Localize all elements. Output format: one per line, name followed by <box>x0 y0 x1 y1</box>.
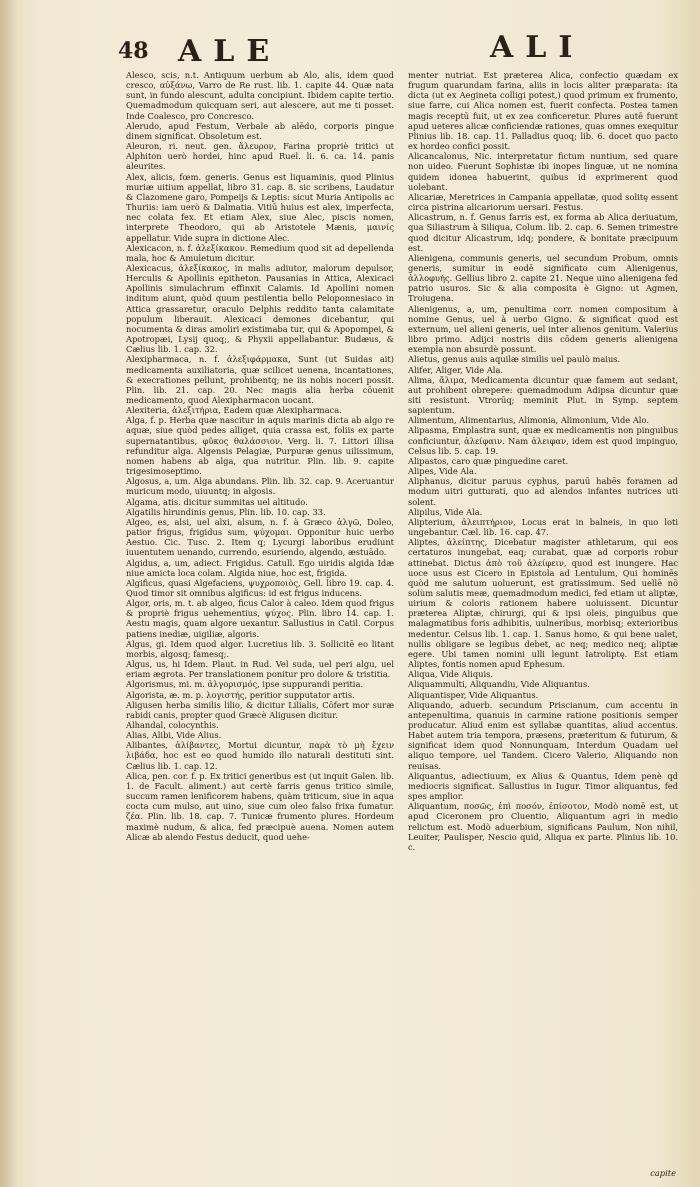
entry-text: Alimentum, Alimentarius, Alimonia, Alimonium, Vide Alo. <box>408 415 649 426</box>
dictionary-entry <box>408 70 678 151</box>
entry-text: Algificus, quasi Algefaciens, ψυχροποιὸς, Gell. libro 19. cap. 4. Quod timor sit omnibus algificus: id est frigus inducens. <box>126 577 394 598</box>
entry-text: Algor, oris, m. t. ab algeo, ficus Calor à caleo. Idem quod frigus & propriè frigus uehementius, ψύχος. Plin. libro 14. cap. 1. Aestu magis, quam algore uexantur. Sallustius in Catil. Corpus patiens inediæ, uigiliæ, algoris. <box>126 598 394 639</box>
entry-text: Algama, atis. dicitur summitas uel altitudo. <box>126 496 308 507</box>
dictionary-entry <box>126 700 394 720</box>
dictionary-entry <box>126 415 394 476</box>
entry-text: Alifer, Aliger, Vide Ala. <box>408 364 504 375</box>
entry-text: Alipastos, caro quæ pinguedine caret. <box>408 455 569 466</box>
dictionary-entry <box>408 354 678 364</box>
entry-text: Alerudo, apud Festum, Verbale ab alēdo, corporis pingue dinem significat. Obsoletum est. <box>126 120 394 141</box>
entry-text: Algorismus, mi. m. ἀλγορισμός, ipse suppurandi peritia. <box>126 679 364 690</box>
dictionary-entry <box>126 598 394 639</box>
entry-text: Alicancalonus, Nic. interpretatur fictum nuntium, sed quare non uideo. Fuerunt Sophistæ ibi inopes linguæ, ut ne nomina quidem idonea habuerint, quibus id exprimerent quod uolebant. <box>408 151 678 192</box>
dictionary-entry <box>126 771 394 842</box>
dictionary-entry <box>126 354 394 405</box>
dictionary-entry <box>408 375 678 416</box>
entry-text: Alicariæ, Meretrices in Campania appellatæ, quod solitę essent circa pistrina alicariorum uersari. Festus. <box>408 191 678 213</box>
entry-text: Aliquantus, adiectiuum, ex Alius & Quantus, Idem penè qd mediocris significat. Sallustius in Iugur. Timor aliquantus, fed spes amplior. <box>408 770 678 802</box>
dictionary-entry <box>126 578 394 598</box>
entry-text: Alima, ἄλιμα, Medicamenta dicuntur quæ famem aut sedant, aut prohibent obrepere: quemadmodum Adipsa dicuntur quæ siti resistunt. Vtrorūq; meminit Plut. in Symp. septem sapientum. <box>408 374 678 416</box>
dictionary-entry <box>126 476 394 496</box>
entry-text: Algidus, a, um, adiect. Frigidus. Catull. Ego uiridis algida Idæ niue amicta loca colam. Algida niue, hoc est, frigida. <box>126 557 394 578</box>
dictionary-entry <box>126 517 394 558</box>
dictionary-entry <box>408 537 678 669</box>
dictionary-entry <box>408 801 678 852</box>
dictionary-entry <box>408 507 678 517</box>
dictionary-entry <box>126 263 394 354</box>
entry-text: Alipterium, ἀλειπτήριον, Locus erat in balneis, in quo loti ungebantur. Cæl. lib. 16. cap. 47. <box>408 516 678 538</box>
dictionary-entry <box>126 690 394 700</box>
dictionary-entry <box>126 720 394 730</box>
entry-text: Alexicacus, ἀλεξίκακος, in malis adiutor, malorum depulsor, Herculis & Apollinis epitheton. Pausanias in Attica, Alexicaci Apollinis simulachrum effinxit Calamis. Id Apollini nomen inditum aiunt, quòd quum pestilentia bello Peloponnesiaco in Attica grassaretur, oraculo Delphis reddito tanta calamitate populum liberauit. Alexicaci demones dicebantur, qui nocumenta & diras amoliri existimaba tur, qui & Apopompei, & Apotropæi, Lysij quoq;, & Phyxii appellabantur. Budæus, & Cælius lib. 1. cap. 32. <box>126 262 394 355</box>
dictionary-entry <box>126 679 394 689</box>
dictionary-entry <box>408 456 678 466</box>
entry-text: Alias, Alibi, Vide Alius. <box>126 730 222 741</box>
entry-text: Aliqua, Vide Aliquis. <box>408 669 494 680</box>
entry-text: Aliptes, ἀλείπτης, Dicebatur magister athletarum, qui eos certaturos inungebat, eaq; curabat, quæ ad corporis robur attinebat. Dictus ἀπὸ τοῦ ἀλείφειν, quod est inungere. Hac uoce usus est Cicero in Epistola ad Lentulum, Qui hominēs quòd me salutum uoluerunt, est gratissimum. Sed uellē nō solùm salutis meæ, quemadmodum medici, fed etiam ut aliptæ, uirium & coloris rationem habere uoluissent. Dicuntur præterea Aliptæ, chirurgi, qui & ipsi oleis, pinguibus que malagmatibus foris adhibitis, uulneribus, morbisq; exterioribus medentur. Celsus lib. 1. cap. 1. Sanus homo, & qui bene ualet, nullis obligare se legibus debet, ac neq; medico neq; aliptæ egere. Ubi tamen nomini ulli legunt Iatroliptę. Est etiam Aliptes, fontis nomen apud Ephesum. <box>408 537 678 670</box>
dictionary-entry <box>126 740 394 770</box>
running-head-right: ALI <box>490 30 585 65</box>
dictionary-entry <box>126 507 394 517</box>
entry-text: Alga, f. p. Herba quæ nascitur in aquis marinis dicta ab algo re aquæ, siue quòd pedes alliget, quia crassa est, foliis ex parte supernatantibus, φῦκος θαλάσσιον. Verg. li. 7. Littori illisa refunditur alga. Algensis Pelagiæ, Purpuræ genus uilissimum, nomen habens ab alga, qua nutritur. Plin. lib. 9. capite trigesimoseptimo. <box>126 415 394 477</box>
dictionary-entry <box>126 141 394 171</box>
entry-text: Aliquantum, ποσῶς, ἐπὶ ποσόν, ἐπίσοτον, Modò nomē est, ut apud Ciceronem pro Cluentio, Aliquantum agri in medio relictum est. Modò aduerbium, significans Paulum, Non nihil, Leuiter, Paulisper, Nescio quid, Aliqua ex parte. Plinius lib. 10. c. <box>408 801 678 852</box>
entry-text: Alienigenus, a, um, penultima corr. nomen compositum à nomine Genus, uel à uerbo Gigno. & significat quod est externum, uel alieni generis, uel inter alienos genitum. Valerius libro primo. Adijci nostris diis cōdem generis alienigena exempla non absurdè possunt. <box>408 303 678 355</box>
dictionary-entry <box>408 192 678 212</box>
entry-text: Alipilus, Vide Ala. <box>408 506 483 517</box>
dictionary-entry <box>126 405 394 415</box>
dictionary-entry <box>126 558 394 578</box>
dictionary-entry <box>408 365 678 375</box>
dictionary-entry <box>408 415 678 425</box>
entry-text: Alicastrum, n. f. Genus farris est, ex forma ab Alica deriuatum, qua Siliastrum à Siliqua, Colum. lib. 2. cap. 6. Semen trimestre quod dicitur Alicastrum, idq; pondere, & bonitate præcipuum est. <box>408 212 678 253</box>
dictionary-entry <box>408 466 678 476</box>
entry-text: Alica, pen. cor. f. p. Ex tritici generibus est (ut inquit Galen. lib. 1. de Facult. aliment.) aut certè farris genus tritico simile, succum ramen lenificorem habens, quàm triticum, siue in aqua cocta cum mulso, aut uino, siue cum oleo falso frixa fumatur. ζέα. Plin. lib. 18. cap. 7. Tunicæ frumento plures. Hordeum maximè nudum, & alica, fed præcipuè auena. Nomen autem Alicæ ab alendo Festus deducit, quod uehe- <box>126 770 394 842</box>
dictionary-entry <box>408 517 678 537</box>
dictionary-entry <box>408 476 678 506</box>
running-head-left: ALE <box>178 34 282 69</box>
entry-text: Alipes, Vide Ala. <box>408 466 477 477</box>
dictionary-entry <box>408 700 678 771</box>
entry-text: Algus, gi. Idem quod algor. Lucretius lib. 3. Sollicitē eo litant morbis, algosq; famesq;. <box>126 638 394 659</box>
entry-text: Alex, alicis, fœm. generis. Genus est liquaminis, quod Plinius muriæ uitium appellat, libro 31. cap. 8. sic scribens, Laudatur & Clazomene garo, Pompeijs & Leptis: sicut Muria Antipolis ac Thuriis: iam uerò & Dalmatia. Vitiū huius est alex, imperfecta, nec colata fex. Et etiam Alex, siue Alec, piscis nomen, interprete Theodoro, qui ab Aristotele Mænis, μαινίς appellatur. Vide supra in dictione Alec. <box>126 171 394 243</box>
dictionary-entry <box>126 243 394 263</box>
dictionary-entry <box>126 730 394 740</box>
entry-text: Alienigena, communis generis, uel secundum Probum, omnis generis, sumitur in eodē significato cum Alienigenus, ἀλλοφυής. Gellius libro 2. capite 21. Neque uino alienigena fed patrio usuros. Sic & alia composita è Gigno: ut Agmen, Troiugena. <box>408 252 678 304</box>
entry-text: Aliquammulti, Aliquandiu, Vide Aliquantus. <box>408 679 590 690</box>
entry-text: Alexipharmaca, n. f. ἀλεξιφάρμακα, Sunt (ut Suidas ait) medicamenta auxiliatoria, quæ scilicet uenena, incantationes, & execrationes pellunt, prohibentq; ne iis nobis noceri possit. Plin. lib. 21. cap. 20. Nec magis alia herba cōuenit medicamento, quod Alexipharmacon uocant. <box>126 354 394 405</box>
entry-text: Aliphanus, dicitur paruus cyphus, paruū habēs foramen ad modum uitri gutturati, quo ad alendos infantes nutrices uti solent. <box>408 476 678 507</box>
dictionary-entry <box>408 212 678 253</box>
dictionary-entry <box>126 639 394 659</box>
entry-text: Alibantes, ἀλίβαντες, Mortui dicuntur, παρὰ τὸ μὴ ἔχειν λιβάδα, hoc est eo quod humido illo naturali destituti sint. Cælius lib. 1. cap. 12. <box>126 740 394 771</box>
entry-text: Algatilis hirundinis genus, Plin. lib. 10. cap. 33. <box>126 506 326 517</box>
entry-text: Alexiteria, ἀλεξιτήρια, Eadem quæ Alexipharmaca. <box>126 405 342 416</box>
left-column <box>126 70 394 842</box>
entry-text: Algeo, es, alsi, uel alxi, alsum, n. f. à Græco ἀλγῶ, Doleo, patior frigus, frigidus sum, ψύχομαι. Opponitur huic uerbo Aestuo. Cic. Tusc. 2. Item q; Lycurgi laboribus erudiunt iuuentutem uenando, currendo, esuriendo, algendo, æstuādo. <box>126 516 394 558</box>
entry-text: Aliquando, aduerb. secundum Priscianum, cum accentu in antepenultima, quanuis in carmine ratione positionis semper producatur. Aliud enim est syllabæ quantitas, aliud accentus. Habet autem tria tempora, præsens, præteritum & futurum, & significat idem quod Nonnunquam, Interdum Quadam uel aliquo tempore, uel Tandem. Cicero Valerio, Aliquando non reuisas. <box>408 699 678 771</box>
entry-text: menter nutriat. Est præterea Alica, confectio quædam ex frugum quarundam farina, aliis in locis aliter præparata: ita dicta (ut ex Aegineta colligi potest,) quod primum ex frumento, siue farre, cui Alica nomen est, fuerit confecta. Postea tamen magis receptū fuit, ut ex zea conficeretur. Plures autē fuerunt apud ueteres alicæ conficiendæ rationes, quas omnes exequitur Plinius lib. 18. cap. 11. Palladius quoq; lib. 6. docet quo pacto ex hordeo confici possit. <box>408 70 678 152</box>
dictionary-entry <box>408 669 678 679</box>
dictionary-entry <box>408 151 678 192</box>
dictionary-entry <box>126 659 394 679</box>
page-number: 48 <box>118 38 149 64</box>
dictionary-entry <box>408 690 678 700</box>
right-column <box>408 70 678 852</box>
dictionary-entry <box>126 121 394 141</box>
entry-text: Algus, us, hi Idem. Plaut. in Rud. Vel suda, uel peri algu, uel eriam ægrota. Per translationem ponitur pro dolore & tristitia. <box>126 659 394 680</box>
dictionary-entry <box>408 425 678 455</box>
dictionary-entry <box>408 679 678 689</box>
entry-text: Alietus, genus auis aquilæ similis uel paulò maius. <box>408 354 621 365</box>
dictionary-entry <box>408 253 678 304</box>
catchword: capite <box>650 1168 676 1178</box>
entry-text: Alipasma, Emplastra sunt, quæ ex medicamentis non pinguibus conficiuntur, ἀλείφαιν. Nam ἀλειφαν, idem est quod impinguo, Celsus lib. 5. cap. 19. <box>408 425 678 456</box>
dictionary-entry <box>408 304 678 355</box>
entry-text: Alexicacon, n. f. ἀλεξίκακον. Remedium quod sit ad depellenda mala, hoc & Amuletum dicitur. <box>126 242 394 263</box>
entry-text: Alhandal, colocynthis. <box>126 720 219 730</box>
entry-text: Aleuron, ri. neut. gen. ἄλευρον, Farina propriè tritici ut Alphiton uerò hordei, hinc apud Ruel. li. 6. ca. 14. panis aleurites. <box>126 141 394 172</box>
entry-text: Algosus, a, um. Alga abundans. Plin. lib. 32. cap. 9. Aceruantur muricum modo, uiuuntq; in algosis. <box>126 476 394 497</box>
entry-text: Aligusen herba similis lilio, & dicitur Lilialis, Cōfert mor suræ rabidi canis, propter quod Græcè Aligusen dicitur. <box>126 699 394 720</box>
entry-text: Alesco, scis, n.t. Antiquum uerbum ab Alo, alis, idem quod cresco, αὐξάνω, Varro de Re rust. lib. 1. capite 44. Quæ nata sunt, in fundo alescunt, adulta concipiunt. Ibidem capite tertio. Quemadmodum quicquam seri, aut alescere, aut me ti posset. Inde Coalesco, pro Concresco. <box>126 70 394 121</box>
dictionary-entry <box>408 771 678 801</box>
dictionary-entry <box>126 172 394 243</box>
entry-text: Aliquantisper, Vide Aliquantus. <box>408 689 539 700</box>
entry-text: Algorista, æ. m. p. λογιστής, peritior supputator artis. <box>126 689 355 700</box>
dictionary-entry <box>126 70 394 121</box>
gutter-shadow <box>0 0 18 1187</box>
dictionary-entry <box>126 497 394 507</box>
